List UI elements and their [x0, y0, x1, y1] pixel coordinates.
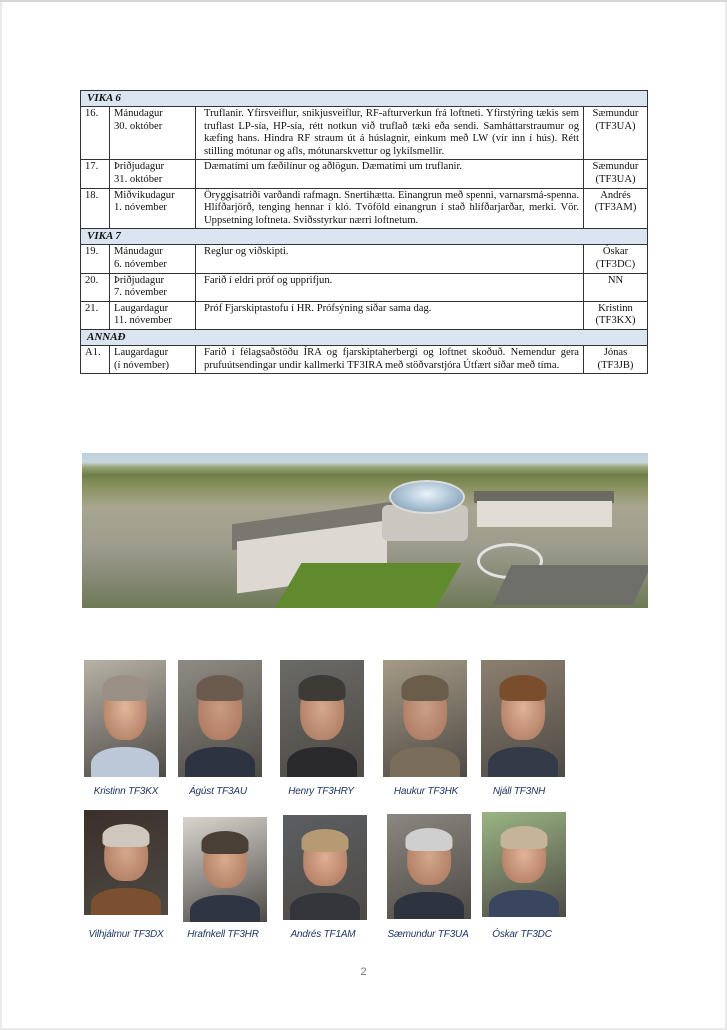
portrait-caption: Óskar TF3DC: [492, 929, 552, 940]
instructor-name: Sæmundur: [592, 161, 639, 173]
portrait-caption: Kristinn TF3KX: [93, 786, 159, 797]
portrait-caption: Hrafnkell TF3HR: [187, 929, 259, 940]
page-number: 2: [360, 966, 367, 978]
portrait-caption: Vilhjálmur TF3DX: [88, 929, 164, 940]
instructor-portrait: [387, 814, 471, 919]
lesson-number: [81, 188, 110, 229]
lesson-row: [81, 245, 648, 273]
lesson-description: [196, 301, 584, 329]
weekday: Mánudagur: [114, 246, 163, 258]
week-label: ANNAÐ: [81, 329, 648, 345]
instructor-name: Kristinn: [598, 302, 633, 314]
description-text: Dæmatími um fæðilínur og aðlögun. Dæmatími um truflanir.: [204, 161, 463, 173]
lesson-number: [81, 345, 110, 373]
instructor: [584, 107, 648, 160]
lesson-number-text: 20.: [85, 274, 99, 286]
instructor-callsign: (TF3DC): [595, 258, 636, 270]
lesson-number-text: A1.: [85, 346, 101, 358]
lesson-row: [81, 107, 648, 160]
lesson-number-text: 16.: [85, 108, 99, 119]
weekday: Miðvikudagur: [114, 189, 175, 201]
lesson-row: [81, 301, 648, 329]
portrait-caption: Njáll TF3NH: [492, 786, 546, 797]
lesson-description: [196, 188, 584, 229]
lesson-description: [196, 245, 584, 273]
lesson-date: [110, 245, 196, 273]
instructor: [584, 273, 648, 301]
description-text: Truflanir. Yfirsveiflur, snikjusveiflur, RF-afturverkun frá loftneti. Yfirstýring tækis sem truflast LP-sía, HP-sía, rétt notkun við truflað tæki eða sendi. Samháttarstraumur og kæfing hans. Hindra RF straum út á húslagnir, einkum með LW (vír inn í hús). Rétt stilling mótunar og afls, mótunarskvettur og lykilsmellir.: [204, 108, 579, 157]
date: 30. október: [114, 120, 163, 132]
instructor-portrait: [283, 815, 367, 920]
date: 1. nóvember: [114, 202, 167, 214]
instructor-name: NN: [607, 274, 624, 286]
date: 31. október: [114, 173, 163, 185]
instructor-callsign: (TF3UA): [595, 120, 636, 132]
instructor-portrait: [280, 660, 364, 777]
instructor-portrait: [84, 810, 168, 915]
week-label: VIKA 7: [81, 229, 648, 245]
lesson-row: [81, 160, 648, 188]
lesson-number: [81, 273, 110, 301]
lesson-date: [110, 107, 196, 160]
instructor: [584, 245, 648, 273]
lesson-number: [81, 107, 110, 160]
week-header-row: [81, 229, 648, 245]
instructor-portrait: [178, 660, 262, 777]
instructor-name: Sæmundur: [592, 108, 639, 119]
instructor-portrait: [183, 817, 267, 922]
lesson-description: [196, 107, 584, 160]
instructor-name: Andrés: [600, 189, 631, 201]
instructor-name: Óskar: [602, 246, 629, 258]
portrait-caption: Henry TF3HRY: [288, 786, 354, 797]
date: (í nóvember): [114, 359, 170, 371]
portrait-caption: Sæmundur TF3UA: [387, 929, 469, 940]
lesson-number-text: 21.: [85, 302, 99, 314]
instructor-portrait: [481, 660, 565, 777]
lesson-number-text: 17.: [85, 161, 99, 173]
lesson-date: [110, 188, 196, 229]
lesson-description: [196, 273, 584, 301]
course-schedule-table: [80, 90, 648, 374]
weekday: Mánudagur: [114, 108, 163, 119]
lesson-number: [81, 160, 110, 188]
instructor: [584, 301, 648, 329]
portrait-caption: Haukur TF3HK: [393, 786, 459, 797]
instructor: [584, 188, 648, 229]
portrait-caption: Andrés TF1AM: [290, 929, 356, 940]
week-header-row: [81, 329, 648, 345]
lesson-description: [196, 345, 584, 373]
description-text: Reglur og viðskipti.: [204, 246, 289, 258]
description-text: Öryggisatriði varðandi rafmagn. Snertihætta. Einangrun með spenni, varnarsmá-spenna. Hlífðarjörð, tenging hennar í kló. Tvöföld einangrun í stað hlífðarjarðar, merki. Vör. Uppsetning loftneta. Sviðsstyrkur nærri loftnetum.: [204, 189, 579, 226]
weekday: Laugardagur: [114, 302, 169, 314]
instructor-callsign: (TF3KX): [595, 315, 636, 327]
date: 6. nóvember: [114, 258, 167, 270]
instructor-portrait: [482, 812, 566, 917]
lesson-date: [110, 345, 196, 373]
instructor: [584, 345, 648, 373]
lesson-number: [81, 301, 110, 329]
campus-aerial-photo: [82, 453, 648, 608]
portrait-caption: Ágúst TF3AU: [189, 786, 247, 797]
date: 11. nóvember: [114, 315, 172, 327]
lesson-row: [81, 345, 648, 373]
description-text: Farið í félagsaðstöðu ÍRA og fjarskiptaherbergi og loftnet skoðuð. Nemendur gera prufuútsendingar undir kallmerki TF3IRA með stöðvarstjóra Útfært síðar með tíma.: [204, 346, 579, 371]
instructor-portrait: [383, 660, 467, 777]
date: 7. nóvember: [114, 287, 167, 299]
lesson-date: [110, 301, 196, 329]
instructor-callsign: (TF3AM): [594, 202, 637, 214]
lesson-number-text: 19.: [85, 246, 99, 258]
instructor-name: Jónas: [603, 346, 628, 358]
instructor: [584, 160, 648, 188]
instructor-callsign: (TF3JB): [597, 359, 634, 371]
week-label: VIKA 6: [81, 91, 648, 107]
weekday: Þriðjudagur: [114, 161, 165, 173]
lesson-number-text: 18.: [85, 189, 99, 201]
description-text: Próf Fjarskiptastofu í HR. Prófsýning síðar sama dag.: [204, 302, 432, 314]
week-header-row: [81, 91, 648, 107]
lesson-description: [196, 160, 584, 188]
instructor-callsign: (TF3UA): [595, 173, 636, 185]
lesson-date: [110, 273, 196, 301]
lesson-number: [81, 245, 110, 273]
weekday: Laugardagur: [114, 346, 169, 358]
lesson-row: [81, 273, 648, 301]
weekday: Þriðjudagur: [114, 274, 165, 286]
lesson-date: [110, 160, 196, 188]
lesson-row: [81, 188, 648, 229]
description-text: Farið í eldri próf og upprifjun.: [204, 274, 333, 286]
instructor-portrait: [84, 660, 166, 777]
